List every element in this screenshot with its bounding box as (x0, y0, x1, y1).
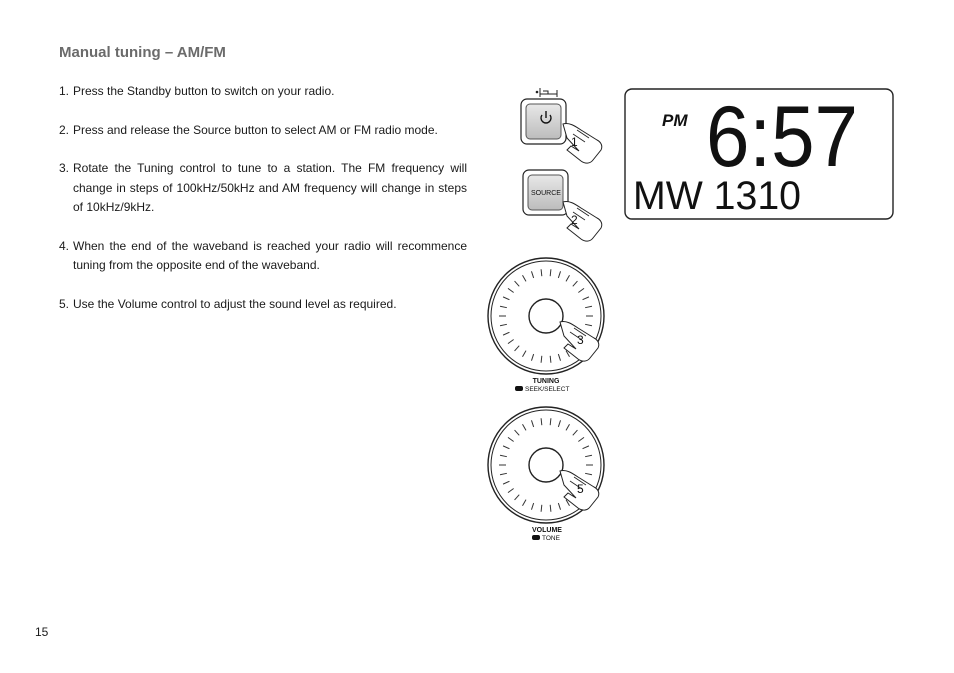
display-time: 6:57 (706, 89, 858, 185)
section-heading: Manual tuning – AM/FM (59, 44, 226, 61)
tuning-press-icon (515, 386, 523, 391)
volume-label: VOLUME (532, 527, 562, 534)
instruction-step-1: 1. Press the Standby button to switch on your radio. (59, 84, 335, 98)
sleep-bed-icon (536, 88, 557, 97)
callout-3: 3 (577, 333, 584, 347)
display-band-frequency: MW 1310 (633, 174, 801, 218)
pointing-hand-icon (563, 201, 602, 241)
callout-1: 1 (571, 135, 578, 149)
pointing-hand-icon (563, 123, 602, 163)
lcd-display (625, 89, 893, 219)
instruction-step-4: 4. When the end of the waveband is reached your radio will recommence tuning from the opposite end of the waveband. (59, 238, 467, 272)
callout-2: 2 (571, 213, 578, 227)
standby-button[interactable] (521, 88, 566, 144)
tuning-label: TUNING (532, 378, 560, 385)
display-ampm: PM (662, 111, 688, 130)
source-button-label: SOURCE (531, 190, 561, 197)
volume-sublabel: TONE (542, 535, 560, 542)
source-button[interactable] (523, 170, 568, 215)
volume-press-icon (532, 535, 540, 540)
instruction-step-2: 2. Press and release the Source button to select AM or FM radio mode. (59, 122, 438, 137)
instruction-step-5: 5. Use the Volume control to adjust the sound level as required. (59, 296, 397, 311)
instruction-step-3: 3. Rotate the Tuning control to tune to a station. The FM frequency will change in steps of 100kHz/50kHz and AM frequency will change in steps of 10kHz/9kHz. (59, 161, 467, 214)
tuning-sublabel: SEEK/SELECT (525, 386, 570, 393)
callout-5: 5 (577, 482, 584, 496)
page-number: 15 (35, 625, 49, 639)
